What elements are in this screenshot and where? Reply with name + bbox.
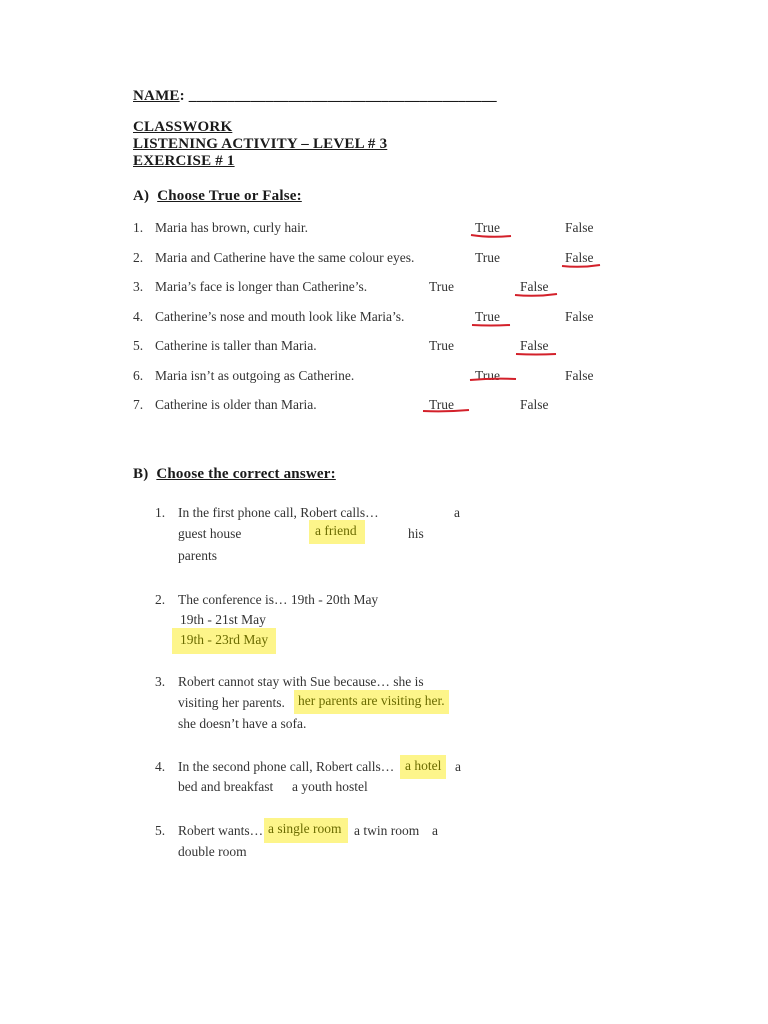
tf-2-true[interactable]: True <box>475 250 501 265</box>
tf-item-number: 5. <box>133 338 144 353</box>
mc-4-option-b-article[interactable]: a <box>455 759 461 774</box>
mc-1-option-a-article[interactable]: a <box>454 505 460 520</box>
tf-1-true[interactable]: True <box>475 220 501 235</box>
tf-6-true[interactable]: True <box>475 368 501 383</box>
tf-4-true[interactable]: True <box>475 309 501 324</box>
tf-item-1 <box>133 220 308 236</box>
tf-item-number: 7. <box>133 397 144 412</box>
answer-underline-mark <box>561 263 601 269</box>
tf-item-statement: Maria and Catherine have the same colour eyes. <box>155 250 415 265</box>
answer-underline-mark <box>470 233 512 239</box>
tf-item-statement: Maria isn’t as outgoing as Catherine. <box>155 368 355 383</box>
mc-2-option-b[interactable]: 19th - 21st May <box>180 612 266 627</box>
mc-question-1 <box>155 505 379 521</box>
answer-underline-mark <box>514 292 558 298</box>
tf-7-true[interactable]: True <box>429 397 455 412</box>
mc-question-3 <box>155 674 424 690</box>
activity-heading: LISTENING ACTIVITY – LEVEL # 3 <box>133 136 388 152</box>
tf-item-number: 1. <box>133 220 144 235</box>
section-a-letter: A) <box>133 188 150 204</box>
mc-number: 1. <box>155 505 166 520</box>
tf-item-7 <box>133 397 317 413</box>
mc-3-option-c[interactable]: she doesn’t have a sofa. <box>178 716 307 731</box>
tf-item-statement: Maria’s face is longer than Catherine’s. <box>155 279 368 294</box>
section-b-letter: B) <box>133 466 149 482</box>
mc-1-option-a[interactable]: guest house <box>178 526 242 541</box>
tf-item-4 <box>133 309 405 325</box>
classwork-heading: CLASSWORK <box>133 119 233 135</box>
mc-stem: The conference is… 19th - 20th May <box>178 592 379 607</box>
mc-stem: Robert wants… <box>178 823 264 838</box>
mc-1-option-b-highlighted[interactable]: a friend <box>309 520 365 544</box>
section-b-heading <box>133 466 336 483</box>
exercise-heading: EXERCISE # 1 <box>133 153 235 169</box>
mc-stem: In the second phone call, Robert calls… <box>178 759 395 774</box>
tf-item-number: 6. <box>133 368 144 383</box>
mc-3-option-a[interactable]: visiting her parents. <box>178 695 285 710</box>
tf-item-6 <box>133 368 355 384</box>
mc-2-option-c-highlighted[interactable]: 19th - 23rd May <box>172 628 276 654</box>
tf-7-false[interactable]: False <box>520 397 549 412</box>
tf-item-3 <box>133 279 368 295</box>
tf-5-true[interactable]: True <box>429 338 455 353</box>
tf-1-false[interactable]: False <box>565 220 594 235</box>
mc-number: 4. <box>155 759 166 774</box>
tf-item-statement: Catherine is older than Maria. <box>155 397 317 412</box>
name-label: NAME <box>133 88 180 104</box>
tf-3-false[interactable]: False <box>520 279 549 294</box>
tf-item-5 <box>133 338 317 354</box>
mc-number: 5. <box>155 823 166 838</box>
mc-1-option-c[interactable]: his <box>408 526 424 541</box>
tf-item-number: 4. <box>133 309 144 324</box>
mc-number: 2. <box>155 592 166 607</box>
answer-underline-mark <box>515 351 557 357</box>
mc-1-option-c-cont[interactable]: parents <box>178 548 217 563</box>
mc-5-option-c[interactable]: double room <box>178 844 247 859</box>
tf-2-false[interactable]: False <box>565 250 594 265</box>
tf-5-false[interactable]: False <box>520 338 549 353</box>
mc-stem: In the first phone call, Robert calls… <box>178 505 379 520</box>
tf-item-statement: Catherine’s nose and mouth look like Maria’s. <box>155 309 405 324</box>
name-line <box>133 88 497 105</box>
mc-4-option-a-highlighted[interactable]: a hotel <box>400 755 446 779</box>
tf-6-false[interactable]: False <box>565 368 594 383</box>
answer-underline-mark <box>422 408 470 414</box>
tf-item-statement: Catherine is taller than Maria. <box>155 338 317 353</box>
tf-item-number: 2. <box>133 250 144 265</box>
tf-item-2 <box>133 250 415 266</box>
mc-question-5 <box>155 823 264 839</box>
tf-3-true[interactable]: True <box>429 279 455 294</box>
mc-question-2 <box>155 592 379 608</box>
tf-item-number: 3. <box>133 279 144 294</box>
mc-5-option-a-highlighted[interactable]: a single room <box>264 818 348 843</box>
name-blank[interactable]: : ________________________________________ <box>179 88 497 104</box>
answer-underline-mark <box>471 322 511 328</box>
tf-item-statement: Maria has brown, curly hair. <box>155 220 308 235</box>
answer-underline-mark <box>469 375 517 381</box>
mc-3-option-b-highlighted[interactable]: her parents are visiting her. <box>294 690 449 714</box>
section-a-title: Choose True or False: <box>157 188 302 204</box>
mc-5-option-b[interactable]: a twin room <box>354 823 420 838</box>
section-a-heading <box>133 188 302 205</box>
tf-4-false[interactable]: False <box>565 309 594 324</box>
mc-4-option-c[interactable]: a youth hostel <box>292 779 368 794</box>
mc-stem: Robert cannot stay with Sue because… she is <box>178 674 424 689</box>
section-b-title: Choose the correct answer: <box>156 466 336 482</box>
mc-4-option-b[interactable]: bed and breakfast <box>178 779 274 794</box>
mc-number: 3. <box>155 674 166 689</box>
mc-5-option-c-article[interactable]: a <box>432 823 438 838</box>
mc-question-4 <box>155 759 395 775</box>
